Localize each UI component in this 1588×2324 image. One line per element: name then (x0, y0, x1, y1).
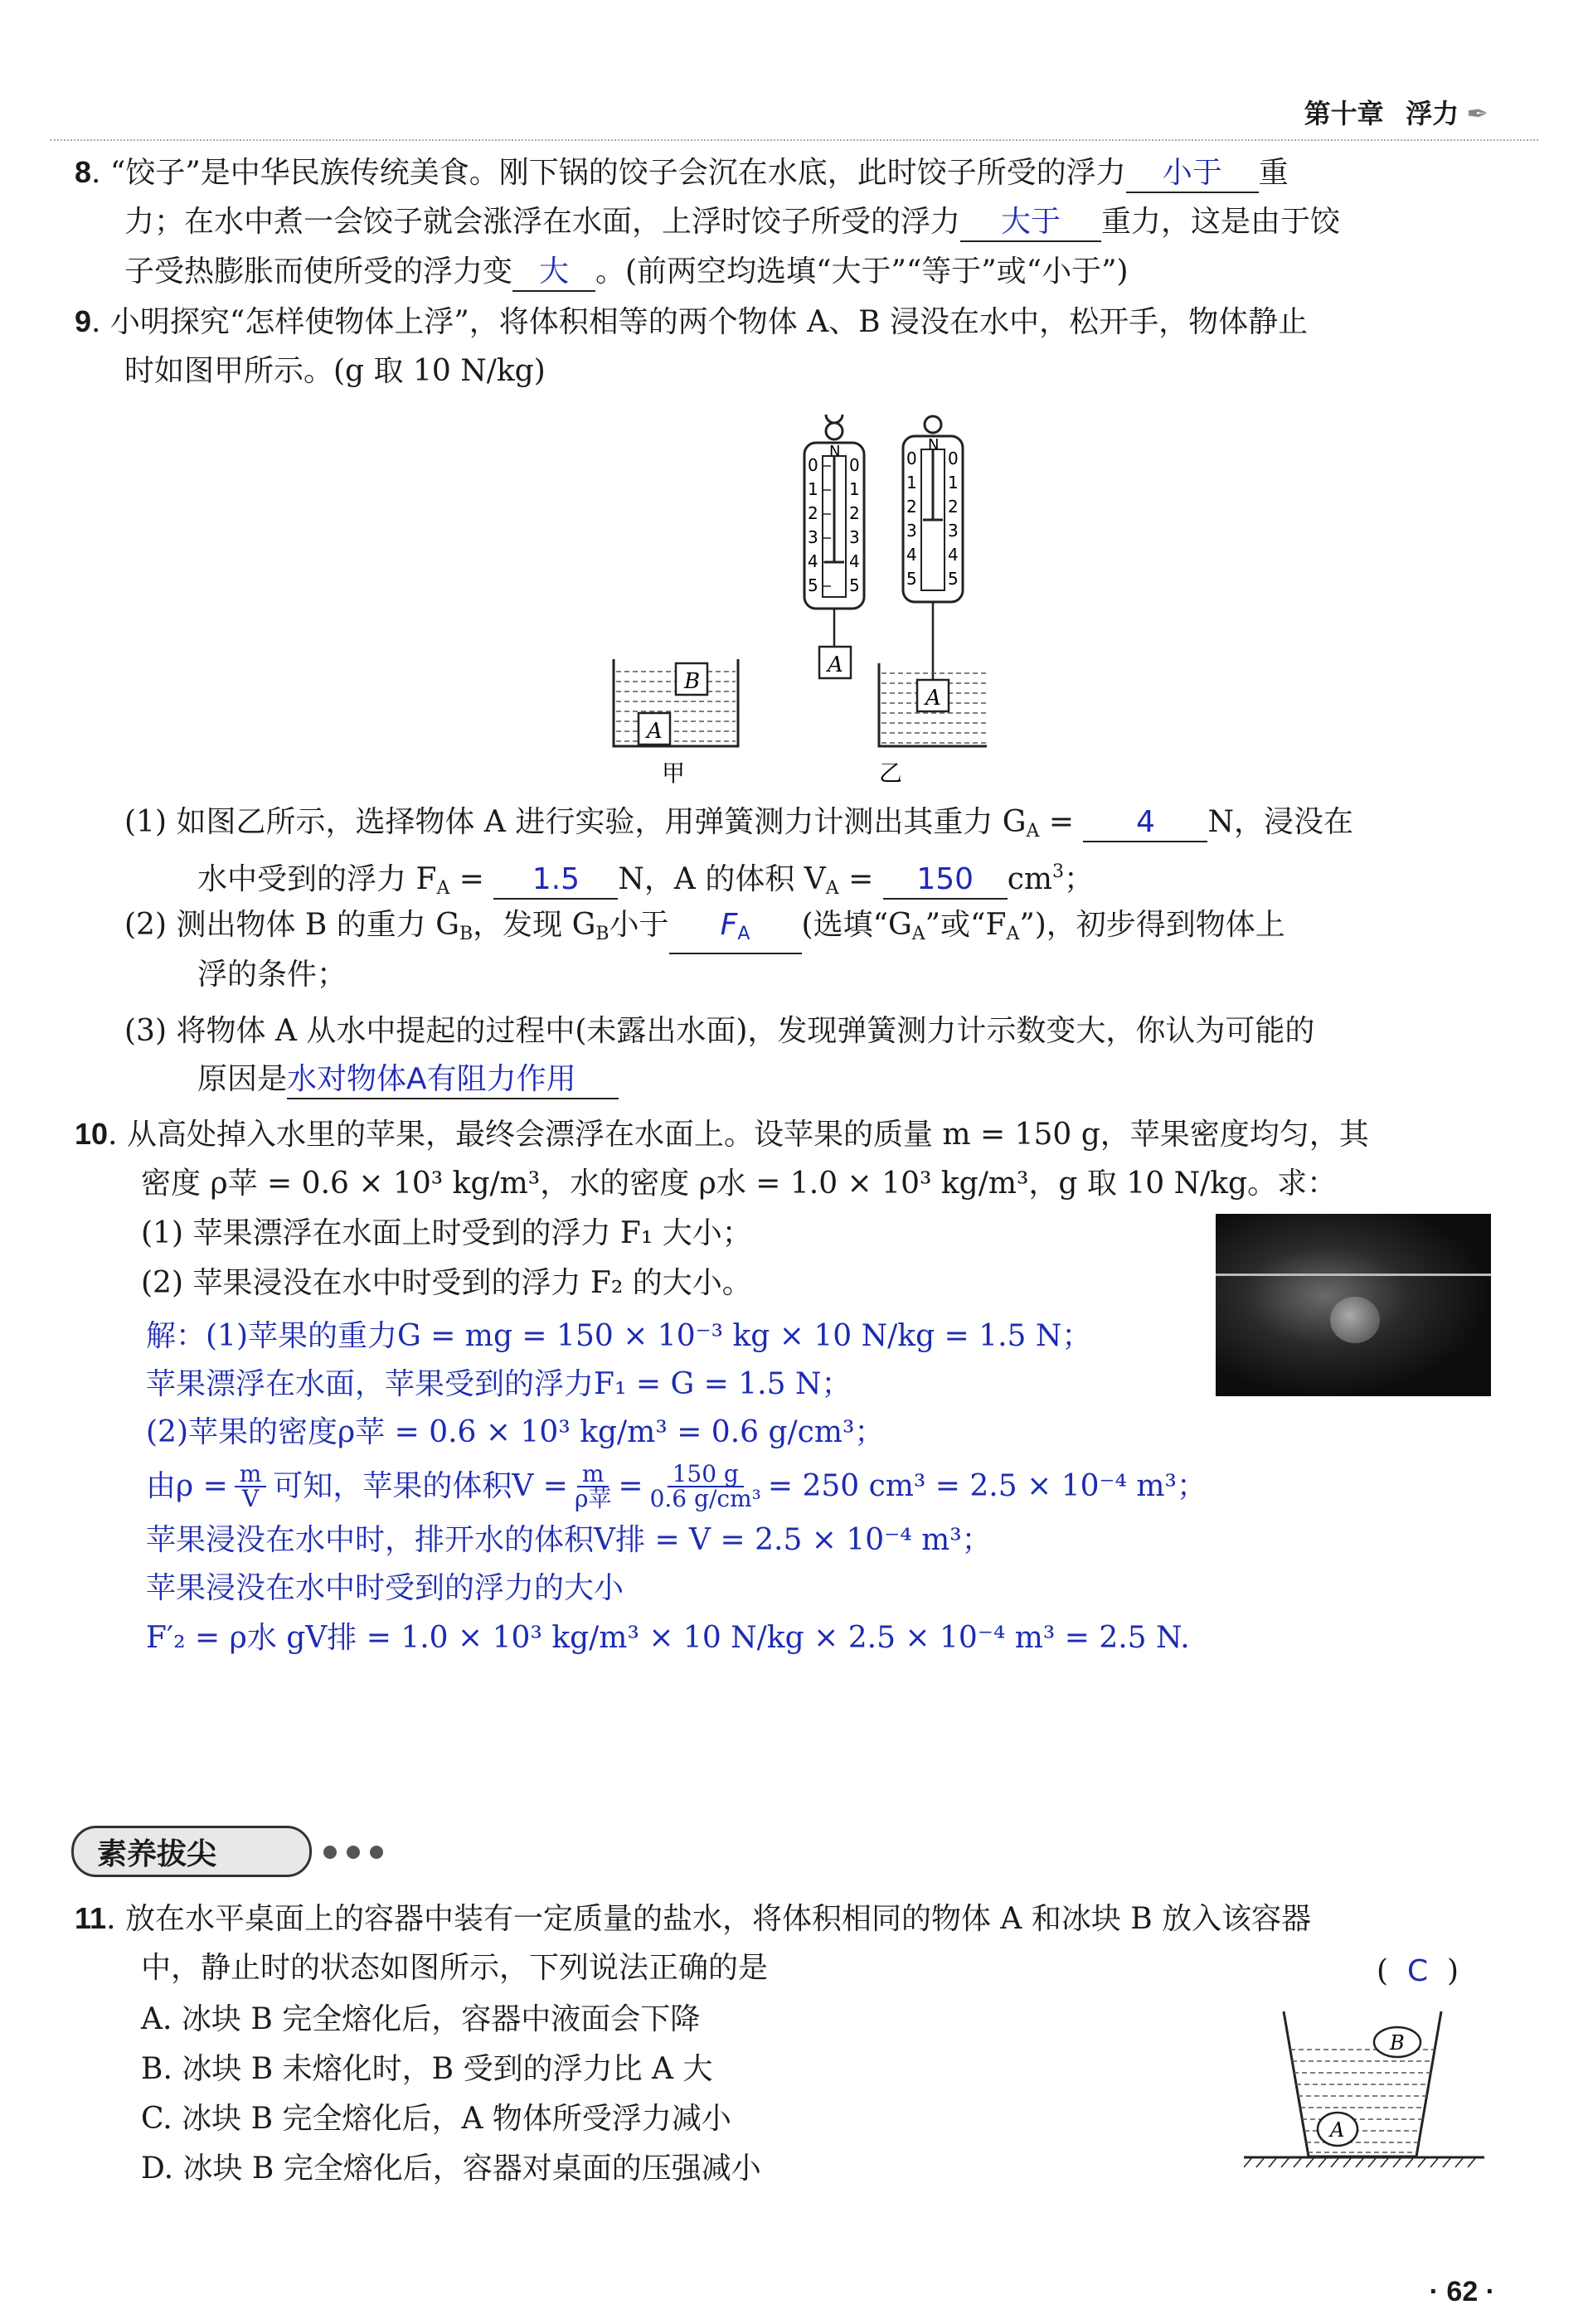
q9-p1-end: ； (1064, 862, 1095, 896)
q9-text1: 小明探究“怎样使物体上浮”，将体积相等的两个物体 A、B 浸没在水中，松开手，物体静止 (109, 305, 1309, 339)
q9-p2-sub2: B (595, 924, 609, 944)
q8-text2-end: 重力，这是由于饺 (1101, 205, 1341, 239)
section-title: 素养拔尖 (97, 1836, 217, 1870)
spring-scale-air (804, 415, 864, 678)
q10-solution-line4 (146, 1460, 1207, 1512)
block-a-label-water: A (925, 686, 941, 711)
q9-part3-line2 (197, 1061, 619, 1099)
q10-number: 10 (75, 1117, 109, 1151)
q10-solution-line7: F′₂ = ρ水 gV排 = 1.0 × 10³ kg/m³ × 10 N/kg × 2.5 × 10⁻⁴ m³ = 2.5 N. (146, 1621, 1190, 1655)
chapter-title: 浮力 (1406, 99, 1459, 129)
q8-text3-end: 。(前两空均选填“大于”“等于”或“小于”) (595, 255, 1129, 289)
svg-text:4: 4 (849, 551, 860, 571)
q10-line1: 10. 从高处掉入水里的苹果，最终会漂浮在水面上。设苹果的质量 m = 150 g，苹果密度均匀，其 (75, 1117, 1369, 1152)
q8-line1: 8. “饺子”是中华民族传统美食。刚下锅的饺子会沉在水底，此时饺子所受的浮力 小于 重 (75, 154, 1289, 193)
q9-line2: 时如图甲所示。(g 取 10 N/kg) (124, 354, 546, 388)
scale2-unit: N (928, 436, 940, 454)
q8-blank3 (512, 254, 595, 292)
q9-part2-line2: 浮的条件； (197, 958, 347, 992)
q8-answer1: 小于 (1162, 156, 1222, 190)
q10-solution-line2: 苹果漂浮在水面，苹果受到的浮力F₁ = G = 1.5 N； (146, 1367, 852, 1401)
block-a-label-jia: A (647, 719, 663, 744)
q9-p1-unit-sup: 3 (1052, 861, 1065, 882)
svg-text:5: 5 (808, 575, 818, 595)
svg-text:2: 2 (948, 497, 959, 517)
q9-p1-sub1: A (1026, 821, 1040, 842)
q9-p2-answer-sub: A (737, 924, 750, 944)
q9-p1-eq2: = (449, 862, 494, 896)
svg-text:5: 5 (849, 575, 860, 595)
q8-line3 (124, 254, 1129, 292)
svg-text:3: 3 (948, 521, 959, 541)
svg-text:4: 4 (808, 551, 818, 571)
q10-frac1-den: V (241, 1485, 260, 1512)
header-rule (50, 139, 1538, 143)
page-number: · 62 · (1429, 2276, 1495, 2307)
q9-figure (605, 415, 987, 796)
q11-option-a: A. 冰块 B 完全熔化后，容器中液面会下降 (141, 2002, 701, 2036)
q8-blank2 (960, 204, 1101, 242)
svg-text:3: 3 (849, 527, 860, 547)
q11-option-b: B. 冰块 B 未熔化时，B 受到的浮力比 A 大 (141, 2052, 713, 2086)
q9-p1-text1-end: N，浸没在 (1207, 805, 1353, 839)
section-badge (71, 1826, 312, 1877)
q9-p2-end2: ”或“F (925, 908, 1007, 942)
q11-option-c: C. 冰块 B 完全熔化后，A 物体所受浮力减小 (141, 2102, 731, 2136)
q10-frac2-den: ρ苹 (574, 1485, 612, 1512)
q9-p1-unit: cm (1007, 862, 1053, 896)
q9-part2-line1 (124, 907, 1285, 954)
q9-p1-answer1: 4 (1136, 805, 1155, 839)
q9-part3-line1: (3) 将物体 A 从水中提起的过程中(未露出水面)，发现弹簧测力计示数变大，你认为可能的 (124, 1014, 1315, 1048)
page-header (1304, 93, 1488, 131)
q9-p1-sub2: A (436, 878, 450, 899)
q11-answer-bracket (1377, 1953, 1459, 1990)
svg-text:1: 1 (808, 479, 818, 499)
svg-text:0: 0 (808, 455, 818, 475)
q9-p2-mid2: 小于 (609, 908, 669, 942)
svg-text:1: 1 (849, 479, 860, 499)
q11-answer-close: ) (1446, 1954, 1459, 1988)
q9-p2-sub1: B (459, 924, 473, 944)
q10-part1: (1) 苹果漂浮在水面上时受到的浮力 F₁ 大小； (141, 1216, 752, 1250)
q9-p1-answer3: 150 (916, 862, 974, 896)
q9-p1-blank1 (1083, 804, 1207, 842)
q9-part1-line2 (197, 854, 1094, 907)
scale1-unit: N (829, 443, 841, 460)
q9-p3-answer: 水对物体A有阻力作用 (287, 1062, 576, 1096)
block-a-label-air: A (828, 653, 843, 677)
q11-answer-open: ( (1377, 1954, 1389, 1988)
q11-answer: C (1406, 1954, 1429, 1988)
q11-option-d: D. 冰块 B 完全熔化后，容器对桌面的压强减小 (141, 2152, 761, 2186)
q9-p1-text2: 水中受到的浮力 F (197, 862, 437, 896)
q9-part1-line1 (124, 804, 1353, 850)
q9-p1-eq: = (1039, 805, 1084, 839)
q11-number: 11 (75, 1901, 107, 1935)
svg-text:0: 0 (948, 449, 959, 468)
q10-frac2 (574, 1460, 612, 1512)
svg-text:5: 5 (948, 569, 959, 589)
q10-solution-line5: 苹果浸没在水中时，排开水的体积V排 = V = 2.5 × 10⁻⁴ m³； (146, 1523, 992, 1557)
svg-text:5: 5 (906, 569, 917, 589)
q9-number: 9 (75, 304, 92, 338)
q9-p1-answer2: 1.5 (532, 862, 580, 896)
q10-frac1-num: m (235, 1463, 267, 1487)
q8-text2: 力；在水中煮一会饺子就会涨浮在水面，上浮时饺子所受的浮力 (124, 205, 961, 239)
q11-fig-b-label: B (1390, 2031, 1405, 2055)
q8-answer2: 大于 (1001, 205, 1061, 239)
q9-p2-end3: ”)，初步得到物体上 (1019, 908, 1285, 942)
q8-text1-end: 重 (1258, 156, 1289, 190)
q9-p2-answer: F (720, 908, 738, 942)
q11-fig-a-label: A (1330, 2118, 1345, 2142)
q10-solution-line1: 解：(1)苹果的重力G = mg = 150 × 10⁻³ kg × 10 N/kg = 1.5 N； (146, 1319, 1092, 1353)
q10-frac3-num: 150 g (668, 1463, 744, 1487)
q9-p1-blank2 (493, 861, 618, 900)
q10-text1: 从高处掉入水里的苹果，最终会漂浮在水面上。设苹果的质量 m = 150 g，苹果密度均匀，其 (126, 1118, 1369, 1152)
svg-text:1: 1 (948, 473, 959, 492)
feather-icon: ✒ (1466, 99, 1488, 129)
svg-text:1: 1 (906, 473, 917, 492)
q11-figure (1244, 2003, 1493, 2186)
q10-part2: (2) 苹果浸没在水中时受到的浮力 F₂ 的大小。 (141, 1266, 752, 1300)
q9-p1-blank3 (883, 861, 1008, 900)
beaker-jia (614, 659, 738, 746)
q10-sol4-a: 由ρ = (146, 1469, 228, 1503)
q9-p2-text1: (2) 测出物体 B 的重力 G (124, 908, 459, 942)
svg-text:4: 4 (948, 545, 959, 565)
label-jia: 甲 (662, 759, 686, 787)
q8-text1: “饺子”是中华民族传统美食。刚下锅的饺子会沉在水底，此时饺子所受的浮力 (109, 156, 1126, 190)
apple-splash-photo (1216, 1214, 1491, 1396)
svg-text:2: 2 (849, 503, 860, 523)
q9-p1-sub3: A (825, 878, 839, 899)
q9-p2-blank (669, 907, 802, 954)
q10-line2: 密度 ρ苹 = 0.6 × 10³ kg/m³，水的密度 ρ水 = 1.0 × 10³ kg/m³，g 取 10 N/kg。求： (141, 1167, 1338, 1201)
q9-p3-text2: 原因是 (197, 1062, 288, 1096)
q10-frac3-den: 0.6 g/cm³ (649, 1485, 761, 1512)
chapter-label: 第十章 (1304, 99, 1384, 129)
q10-frac1 (235, 1460, 267, 1512)
label-yi: 乙 (879, 759, 903, 787)
svg-text:4: 4 (906, 545, 917, 565)
q10-solution-line3: (2)苹果的密度ρ苹 = 0.6 × 10³ kg/m³ = 0.6 g/cm³； (146, 1415, 885, 1449)
svg-text:2: 2 (906, 497, 917, 517)
q9-p1-text1: (1) 如图乙所示，选择物体 A 进行实验，用弹簧测力计测出其重力 G (124, 805, 1027, 839)
q8-answer3: 大 (539, 255, 570, 289)
q10-solution-line6: 苹果浸没在水中时受到的浮力的大小 (146, 1571, 624, 1605)
svg-text:0: 0 (849, 455, 860, 475)
q10-sol4-b: 可知，苹果的体积V = (273, 1469, 568, 1503)
q8-line2 (124, 204, 1340, 242)
section-dots (323, 1846, 393, 1862)
q9-p2-mid: ，发现 G (473, 908, 596, 942)
svg-text:0: 0 (906, 449, 917, 468)
q8-text3: 子受热膨胀而使所受的浮力变 (124, 255, 513, 289)
q10-frac3 (649, 1460, 761, 1512)
spring-scale-water (879, 416, 987, 746)
q10-sol4-d: = 250 cm³ = 2.5 × 10⁻⁴ m³； (767, 1469, 1207, 1503)
svg-text:2: 2 (808, 503, 818, 523)
q9-p1-mid: N，A 的体积 V (618, 862, 826, 896)
q9-p2-opt-sub1: A (911, 924, 925, 944)
q11-line1: 11. 放在水平桌面上的容器中装有一定质量的盐水，将体积相同的物体 A 和冰块 B 放入该容器 (75, 1901, 1312, 1936)
q11-line2: 中，静止时的状态如图所示，下列说法正确的是 (141, 1951, 769, 1985)
q9-p2-end: (选填“G (801, 908, 912, 942)
q10-frac2-num: m (577, 1463, 609, 1487)
svg-text:3: 3 (808, 527, 818, 547)
q9-p2-opt-sub2: A (1006, 924, 1020, 944)
q8-number: 8 (75, 155, 92, 189)
q11-text1: 放在水平桌面上的容器中装有一定质量的盐水，将体积相同的物体 A 和冰块 B 放入该容器 (124, 1902, 1312, 1936)
q8-blank1 (1126, 155, 1259, 193)
svg-text:3: 3 (906, 521, 917, 541)
q9-line1: 9. 小明探究“怎样使物体上浮”，将体积相等的两个物体 A、B 浸没在水中，松开手，物体静止 (75, 304, 1309, 339)
block-b-label: B (684, 669, 701, 694)
q9-p1-eq3: = (838, 862, 883, 896)
q10-sol4-c: = (618, 1469, 643, 1503)
q9-p3-blank (287, 1061, 619, 1099)
